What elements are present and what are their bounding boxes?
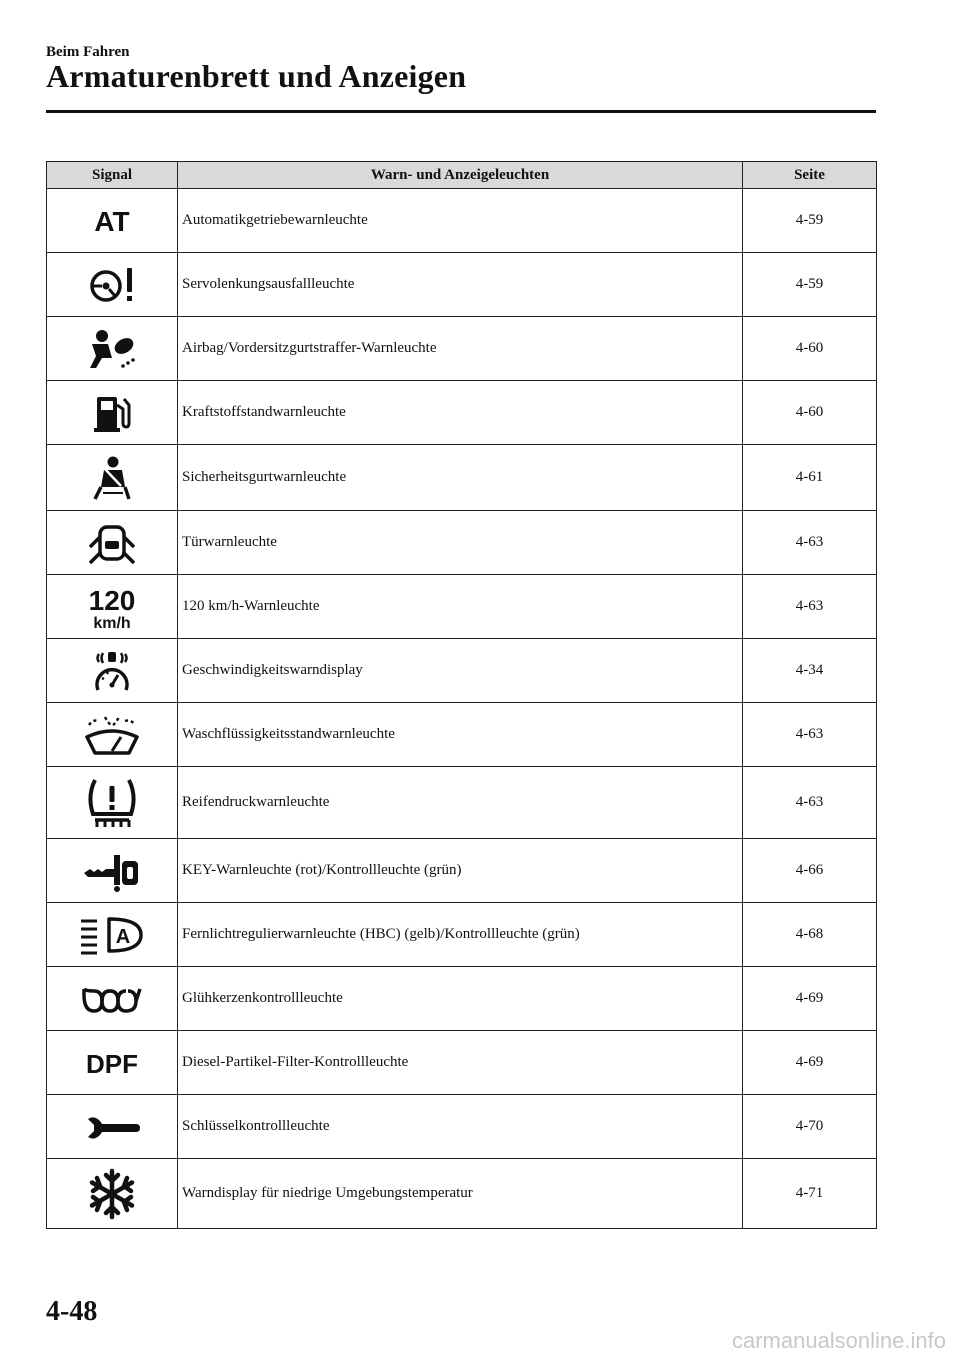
signal-cell [47, 1159, 178, 1229]
table-row [47, 1159, 877, 1229]
table-row [47, 703, 877, 767]
speed-120-icon [82, 584, 142, 630]
snowflake-icon [85, 1167, 139, 1221]
page-ref: 4-60 [743, 381, 877, 445]
washer-fluid-icon [81, 713, 143, 757]
page-ref: 4-69 [743, 967, 877, 1031]
table-row [47, 189, 877, 253]
tire-pressure-icon [83, 776, 141, 830]
signal-cell [47, 967, 178, 1031]
table-row [47, 903, 877, 967]
airbag-icon [82, 328, 142, 370]
light-name: Waschflüssigkeitsstandwarnleuchte [178, 703, 743, 767]
light-name: Geschwindigkeitswarndisplay [178, 639, 743, 703]
light-name: Türwarnleuchte [178, 511, 743, 575]
page-ref: 4-34 [743, 639, 877, 703]
col-header-signal: Signal [47, 162, 178, 189]
signal-cell [47, 253, 178, 317]
key-icon [80, 849, 144, 893]
door-open-icon [84, 521, 140, 565]
section-label: Beim Fahren [46, 44, 130, 60]
power-steering-icon [84, 265, 140, 305]
signal-cell [47, 1095, 178, 1159]
light-name: Schlüsselkontrollleuchte [178, 1095, 743, 1159]
light-name: Fernlichtregulierwarnleuchte (HBC) (gelb)/Kontrollleuchte (grün) [178, 903, 743, 967]
light-name: Warndisplay für niedrige Umgebungstemperatur [178, 1159, 743, 1229]
signal-cell [47, 381, 178, 445]
signal-cell [47, 903, 178, 967]
table-row [47, 1031, 877, 1095]
signal-cell [47, 1031, 178, 1095]
signal-cell [47, 317, 178, 381]
signal-cell [47, 639, 178, 703]
table-row [47, 1095, 877, 1159]
dpf-icon [77, 1043, 147, 1083]
table-row [47, 767, 877, 839]
page-ref: 4-63 [743, 703, 877, 767]
col-header-page: Seite [743, 162, 877, 189]
signal-cell [47, 767, 178, 839]
table-row [47, 639, 877, 703]
page-ref: 4-71 [743, 1159, 877, 1229]
light-name: Kraftstoffstandwarnleuchte [178, 381, 743, 445]
table-row [47, 381, 877, 445]
light-name: Diesel-Partikel-Filter-Kontrollleuchte [178, 1031, 743, 1095]
svg-text:120: 120 [88, 584, 136, 616]
svg-text:km/h: km/h [93, 614, 131, 630]
page-ref: 4-70 [743, 1095, 877, 1159]
at-icon [89, 201, 135, 241]
page-ref: 4-59 [743, 253, 877, 317]
title-rule [46, 110, 876, 113]
fuel-pump-icon [89, 391, 135, 435]
table-row [47, 575, 877, 639]
signal-cell [47, 445, 178, 511]
signal-cell [47, 839, 178, 903]
light-name: Reifendruckwarnleuchte [178, 767, 743, 839]
light-name: KEY-Warnleuchte (rot)/Kontrollleuchte (grün) [178, 839, 743, 903]
speed-warning-icon [84, 648, 140, 694]
page-ref: 4-63 [743, 767, 877, 839]
col-header-name: Warn- und Anzeigeleuchten [178, 162, 743, 189]
light-name: Glühkerzenkontrollleuchte [178, 967, 743, 1031]
page-title: Armaturenbrett und Anzeigen [46, 58, 467, 94]
svg-text:AT: AT [94, 205, 130, 237]
glow-plug-icon [80, 979, 144, 1019]
page-number: 4-48 [46, 1296, 98, 1327]
svg-text:A: A [115, 925, 131, 948]
page-ref: 4-61 [743, 445, 877, 511]
table-row [47, 967, 877, 1031]
table-row [47, 317, 877, 381]
page-ref: 4-59 [743, 189, 877, 253]
watermark: carmanualsonline.info [731, 1328, 946, 1353]
signal-cell [47, 189, 178, 253]
table-row [47, 253, 877, 317]
wrench-icon [80, 1107, 144, 1147]
warning-lights-table [46, 161, 877, 1229]
page-ref: 4-63 [743, 575, 877, 639]
signal-cell [47, 575, 178, 639]
table-row [47, 445, 877, 511]
page-ref: 4-68 [743, 903, 877, 967]
signal-cell [47, 511, 178, 575]
page-ref: 4-63 [743, 511, 877, 575]
light-name: Sicherheitsgurtwarnleuchte [178, 445, 743, 511]
table-row [47, 511, 877, 575]
page-ref: 4-69 [743, 1031, 877, 1095]
svg-text:DPF: DPF [86, 1048, 138, 1079]
signal-cell [47, 703, 178, 767]
seatbelt-icon [87, 455, 137, 501]
light-name: 120 km/h-Warnleuchte [178, 575, 743, 639]
light-name: Automatikgetriebewarnleuchte [178, 189, 743, 253]
table-row [47, 839, 877, 903]
light-name: Airbag/Vordersitzgurtstraffer-Warnleuchte [178, 317, 743, 381]
page-ref: 4-66 [743, 839, 877, 903]
page-ref: 4-60 [743, 317, 877, 381]
table-header-row [47, 162, 877, 189]
high-beam-control-icon [79, 913, 145, 957]
light-name: Servolenkungsausfallleuchte [178, 253, 743, 317]
